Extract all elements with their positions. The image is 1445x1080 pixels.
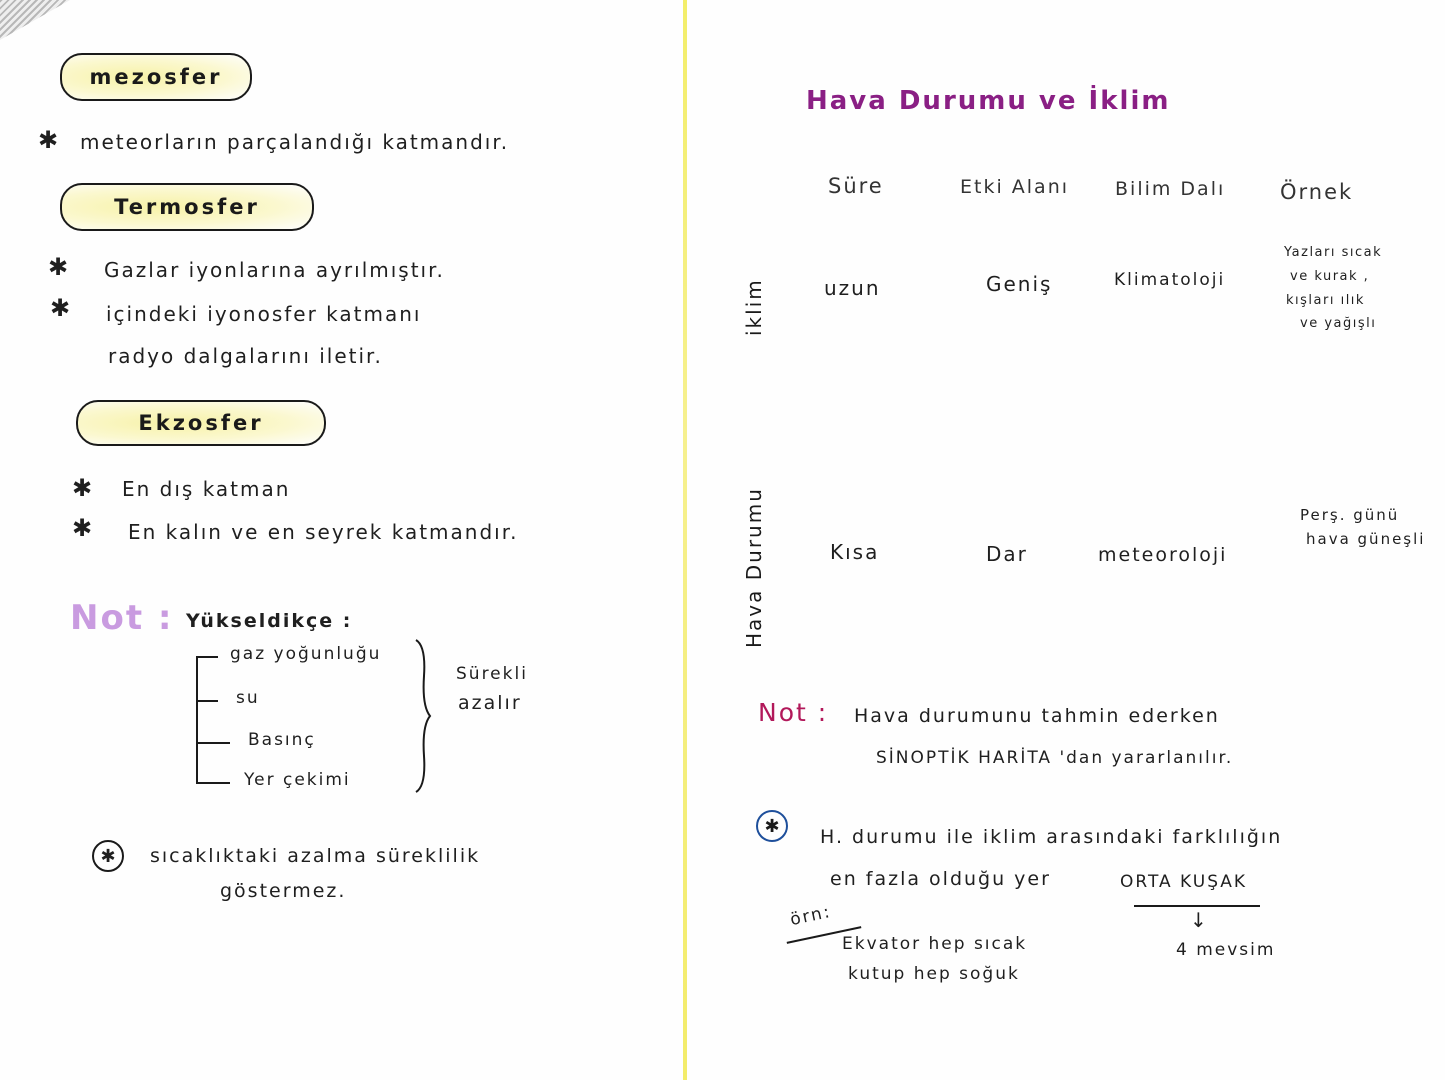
asterisk-icon: ✱ — [72, 474, 93, 502]
page-corner-decoration — [0, 0, 70, 40]
right-note-line-2: SİNOPTİK HARİTA 'dan yararlanılır. — [876, 748, 1234, 768]
note-label: Not : — [70, 598, 174, 638]
circled-asterisk-icon: ✱ — [92, 840, 124, 872]
asterisk-icon: ✱ — [38, 126, 59, 154]
termosfer-bullet-2a: içindeki iyonosfer katmanı — [106, 302, 422, 326]
mezosfer-title-text: mezosfer — [89, 65, 223, 89]
right-star-line-1: H. durumu ile iklim arasındaki farklılığın — [820, 826, 1283, 848]
asterisk-icon: ✱ — [72, 514, 93, 542]
termosfer-title-text: Termosfer — [114, 195, 260, 219]
right-star-orta-kusak: ORTA KUŞAK — [1120, 872, 1248, 892]
hava-ornek-2: hava güneşli — [1306, 530, 1426, 548]
termosfer-title — [60, 183, 314, 231]
iklim-ornek-2: ve kurak , — [1290, 269, 1370, 284]
iklim-ornek-4: ve yağışlı — [1300, 316, 1377, 331]
termosfer-bullet-2b: radyo dalgalarını iletir. — [108, 344, 383, 368]
example-line-2: kutup hep soğuk — [848, 964, 1020, 984]
tree-branch — [196, 700, 218, 702]
tree-branch — [196, 782, 230, 784]
circled-asterisk-icon: ✱ — [756, 810, 788, 842]
ekzosfer-bullet-2: En kalın ve en seyrek katmandır. — [128, 520, 519, 544]
orn-label: örn: — [788, 901, 834, 931]
tree-branch — [196, 742, 230, 744]
row-label-hava-durumu: Hava Durumu — [742, 487, 766, 648]
asterisk-icon: ✱ — [50, 294, 71, 322]
page-title: Hava Durumu ve İklim — [806, 86, 1171, 116]
mezosfer-bullet: meteorların parçalandığı katmandır. — [80, 130, 510, 154]
note-item-yer-cekimi: Yer çekimi — [244, 770, 351, 790]
tree-branch — [196, 656, 218, 658]
right-note-label: Not : — [758, 698, 829, 727]
iklim-ornek-1: Yazları sıcak — [1284, 245, 1383, 260]
ekzosfer-bullet-1: En dış katman — [122, 477, 291, 501]
asterisk-icon: ✱ — [48, 253, 69, 281]
right-star-line-2a: en fazla olduğu yer — [830, 868, 1051, 890]
iklim-bilim: Klimatoloji — [1114, 270, 1226, 290]
termosfer-bullet-1: Gazlar iyonlarına ayrılmıştır. — [104, 258, 445, 282]
iklim-alan: Geniş — [986, 272, 1053, 296]
left-page — [0, 0, 686, 1080]
right-star-seasons: 4 mevsim — [1176, 940, 1276, 960]
star-note-line-1: sıcaklıktaki azalma süreklilik — [150, 845, 481, 867]
right-note-line-1: Hava durumunu tahmin ederken — [854, 705, 1220, 727]
note-item-basinc: Basınç — [248, 730, 316, 750]
down-arrow-icon: ↓ — [1190, 908, 1207, 932]
mezosfer-title — [60, 53, 252, 101]
note-heading: Yükseldikçe : — [186, 610, 353, 632]
hava-ornek-1: Perş. günü — [1300, 506, 1400, 524]
iklim-ornek-3: kışları ılık — [1286, 293, 1365, 308]
tree-vertical-line — [196, 656, 198, 784]
note-item-su: su — [236, 688, 260, 708]
iklim-sure: uzun — [824, 276, 881, 300]
note-item-gaz: gaz yoğunluğu — [230, 644, 382, 664]
right-page — [690, 0, 1445, 1080]
column-header-sure: Süre — [828, 174, 884, 198]
hava-bilim: meteoroloji — [1098, 544, 1228, 566]
ekzosfer-title — [76, 400, 326, 446]
column-header-bilim-dali: Bilim Dalı — [1115, 178, 1226, 200]
ekzosfer-title-text: Ekzosfer — [138, 411, 264, 435]
hava-alan: Dar — [986, 542, 1028, 566]
curly-brace-icon — [412, 636, 436, 796]
column-header-etki-alani: Etki Alanı — [960, 176, 1070, 198]
note-result-1: Sürekli — [456, 664, 528, 684]
example-line-1: Ekvator hep sıcak — [842, 934, 1028, 954]
underline — [1134, 905, 1260, 907]
note-result-2: azalır — [458, 692, 522, 714]
column-header-ornek: Örnek — [1280, 180, 1354, 204]
star-note-line-2: göstermez. — [220, 880, 347, 902]
row-label-iklim: iklim — [742, 278, 766, 336]
hava-sure: Kısa — [830, 540, 880, 564]
notebook-spine — [683, 0, 687, 1080]
